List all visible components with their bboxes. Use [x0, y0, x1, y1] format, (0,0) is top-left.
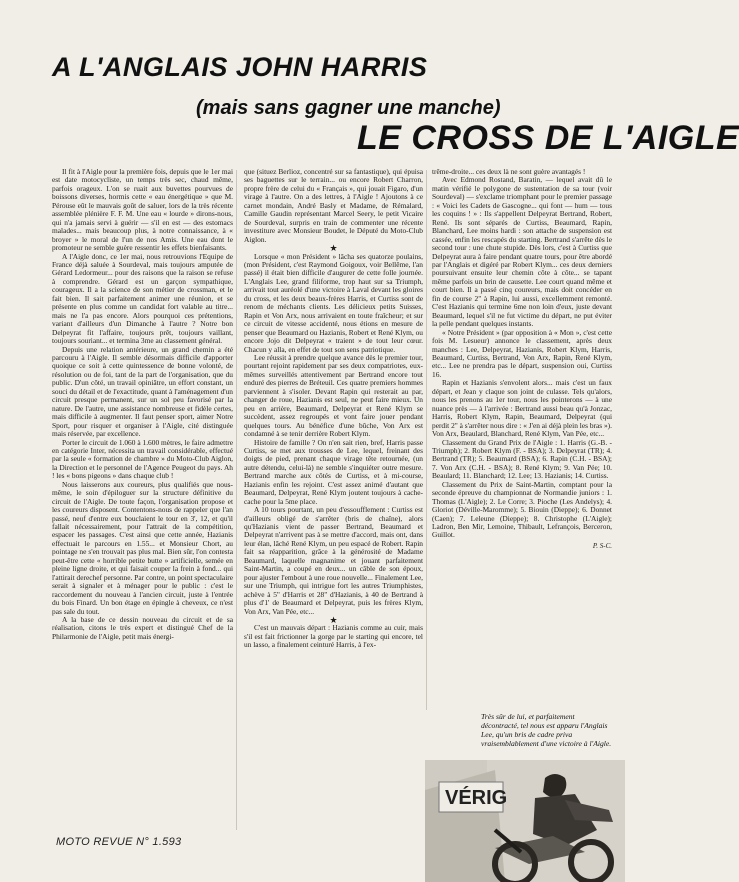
star-separator-icon: ★	[329, 615, 338, 626]
results-paragraph: Classement du Prix de Saint-Martin, comptant pour la seconde épreuve du championnat de Normandie juniors : 1. Thomas (L'Aigle); 2. Le Corre; 3. Pioche (Les Andelys); 4. Gloriot (Déville-Maromme); 5. Biouin (Dieppe); 6. Donnet (Caen); 7. Leleune (Dieppe); 8. Christophe (L'Aigle); Ladron, Ben Mir, Lemoine, Thibault, Lefrançois, Berceron, Guillot.	[432, 479, 612, 540]
rider-photo	[425, 760, 625, 882]
paragraph: A 10 tours pourtant, un peu d'essoufflement : Curtiss est d'ailleurs obligé de s'arrêter (bris de chaîne), alors qu'Hazianis vient de passer Bertrand, Beaumard et Delpeyrat n'arrivent pas à se mettre d'accord, mais ont, dans leur élan, lâché René Klym, un peu espacé de Robert. Rapin fait sa réapparition, grâce à la générosité de Madame Beaumard, laquelle magnanime et jouant parfaitement Saint-Martin, a coupé en deux... un câble de son époux, pour ajuster l'embout à une roue nouvelle... Finalement Lee, sur une Triumph, qui intrigue fort les autres Triumphistes, achève à 5" d'Harris et 28" d'Hazianis, à 40 de Bertrand à plus d'1' de Beaumard et Delpeyrat, puis les frères Klym, Von Arx, Van Pée, etc...	[244, 505, 423, 616]
headline-main: A L'ANGLAIS JOHN HARRIS	[52, 52, 428, 82]
paragraph: Avec Edmond Rostand, Baratin, — lequel avait dû le matin vérifié le polygone de sustentation de sa tour (voir Sourdeval) — s'exclame triomphant pour le premier passage : « Voici les Cadets de Gascogne... qui font — hum — tous les coquins ! » : Ils s'appellent Delpeyrat Bertrand, Robert, René. Ils sont séparés de Curtiss, Beaumard, Rapin, Blanchard, Lee moins hardi : son attache de suspension est cassée, enfin les rescapés du starting. Bertrand s'arrête dès le second tour : une chute stupide. Dès lors, c'est à Curtiss que Delpeyrat aura à faire pendant quatre tours, pour être abordé par l'Anglais et digéré par Robert Klym... ces deux derniers poursuivant ensuite leur chemin côte à côte... se tapant même parfois un brin de causette. Lee court quand même et court bien. Il a passé cinq coureurs, mais doit concéder en fin de course 2" à Rapin, lui aussi, excellemment remonté. C'est Hazianis qui termine 6me non loin d'eux, juste devant Beaumard, lequel s'il ne fut victime du départ, ne put éviter la pelle pendant quelques instants.	[432, 175, 612, 329]
paragraph: Rapin et Hazianis s'envolent alors... mais c'est un faux départ, et Jean y claque son joint de culasse. Tels qu'alors, nous les prenons au 1er tour, nous les pointerons — à une nuance près — à l'arrivée : Bertrand aussi beau qu'à Jonzac, Harris, Robert Klym, Rapin, Beaumard, Delpeyrat (qui perdit 2" à s'arrêter nous dire : « J'en ai déjà plein les bras »). Von Arx, Beaulard, Blanchard, René Klym, Van Pée, etc...	[432, 378, 612, 439]
author-signature: P. S-C.	[592, 541, 612, 550]
headline-subtitle: (mais sans gagner une manche)	[196, 97, 501, 119]
column-divider	[236, 170, 237, 830]
paragraph: Nous laisserons aux coureurs, plus qualifiés que nous-même, le soin d'épiloguer sur la structure définitive du circuit de l'Aigle. De toute façon, l'organisation propose et les coureurs disposent. Contentons-nous de rappeler que l'an passé, neuf d'entre eux bouclaient le tour en 3', 12, et qu'il fallait nécessairement, pour l'attrait de la compétition, espacer les passages. C'est ainsi que cette année, Hazianis effectuait le parcours en 1.55... et Monsieur Chort, au pointage ne s'en trouvait pas plus mal. Bien sûr, l'on contesta peut-être cette « horrible petite butte » artificielle, semée en pleine ligne droite, et qui faisait couper la frein à fond... qui l'attirait derechef personne. Par contre, un point spectaculaire serait à signaler et à ménager pour le public : c'est le raccordement du nouveau à l'ancien circuit, juste à l'entrée du bois Finard. Un bon étage en épingle à cheveux, ce n'est pas sale du tout.	[52, 479, 233, 616]
magazine-footer: MOTO REVUE N° 1.593	[56, 836, 182, 848]
star-separator-icon: ★	[329, 243, 338, 254]
article-column-2	[244, 168, 423, 828]
paragraph: A l'Aigle donc, ce 1er mai, nous retrouvions l'Equipe de France déjà saluée à Sourdeval, mais toujours amputée de Gérard Ledormeur... pour des raisons que la raison se refuse à comprendre. Gérard est un garçon sympathique, courageux. Il a la science de son métier de crossman, et le fait bien. Il sait parfaitement animer une réunion, et se présente en plus comme un candidat fort valable au titre... mais ne l'a pas encore. Alors pourquoi ces prétentions, variant d'ailleurs d'un Dimanche à l'autre ? Notre bon Delpeyrat fit l'affaire, toujours prêt, toujours vaillant, toujours souriant... et termina 3me au classement général.	[52, 251, 233, 346]
paragraph: Porter le circuit de 1.060 à 1.600 mètres, le faire admettre en catégorie Inter, nécessita un travail considérable, effectué par la seule « formation de chambre » du Moto-Club Aiglon, la Direction et le personnel de l'Agence Peugeot du pays. Ah ! les « bons pigeons » dans chaque club !	[52, 437, 233, 481]
paragraph: Il fit à l'Aigle pour la première fois, depuis que le 1er mai est date motocycliste, un temps très sec, chaud même, parfois orageux. L'on se ruait aux buvettes pourvues de boissons diverses, hormis cette « eau énergétique » que M. Pérouse eût le mauvais goût de saluer, lors de la très récente assemblée plénière F. F. M. Une eau « lourde » dirons-nous, qui n'a jamais servi à guérir — s'il en est — des estomacs malades... mais beaucoup plus, à notre connaissance, à « broyer » le moral de l'un de nos Amis. Une eau dont le promoteur ne semble guère ressentir les effets bienfaisants.	[52, 167, 233, 253]
paragraph: Lee réussit à prendre quelque avance dès le premier tour, pourtant rejoint rapidement par ses deux compatriotes, eux-mêmes surveillés attentivement par Bertrand encore tout enduré des pierres de Bréteuil. Ces quatre premiers hommes parviennent à s'isoler. Devant Rapin qui resterait au par, changer de roue, Hazianis est seul, ne peut faire mieux. Un peu en arrière, Beaumard, Delpeyrat et René Klym se succèdent, assez regroupés et vont faire jouer pendant quelques tours. Au bénéfice d'une bûche, Von Arx est condamné à se tenir derrière Robert Klym.	[244, 352, 423, 439]
sponsor-text: VÉRIG	[445, 787, 508, 809]
paragraph: Histoire de famille ? On n'en sait rien, bref, Harris passe Curtiss, se met aux trousses de Lee, lequel, freinant des doigts de pied, prenant chaque virage tête retournée, (un autre détendu, celui-là) ne semble s'inquiéter outre mesure. Bertrand marche aux côtés de Curtiss, et à mi-course, Hazianis enfin les rejoint. C'est assez animé d'autant que Beaumard, Delpeyrat, René Klym joutent toujours à cache-cache pour la 5me place.	[244, 437, 423, 506]
paragraph: A la base de ce dessin nouveau du circuit et de sa réalisation, citons le très expert et distingué Chef de la Philarmonie de l'Aigle, petit mais énergi-	[52, 615, 233, 641]
headline-event: LE CROSS DE L'AIGLE	[357, 119, 739, 157]
column-divider	[426, 170, 427, 710]
rider-helmet	[543, 774, 566, 797]
results-paragraph: Classement du Grand Prix de l'Aigle : 1. Harris (G.-B. - Triumph); 2. Robert Klym (F. - BSA); 3. Delpeyrat (TR); 4. Bertrand (TR); 5. Beaumard (BSA); 6. Rapin (C.H. - BSA); 7. Von Arx (C.H. - BSA); 8. René Klym; 9. Van Pée; 10. Beaulard; 11. Blanchard; 12. Lee; 13. Hazianis; 14. Curtiss.	[432, 437, 612, 481]
paragraph: C'est un mauvais départ : Hazianis comme au cuir, mais s'il est fait frictionner la gorge par le starting qui encore, tel un lasso, a finalement ceinturé Harris, à l'ex-	[244, 623, 423, 650]
paragraph: que (situez Berlioz, concentré sur sa fantastique), qui épuisa ses baguettes sur le terrain... ou encore Robert Charron, propre frère de celui du « Français », qui jouait Figaro, d'un virage à l'autre. On a des lettres, à l'Aigle ! Ajoutons à ce carnet mondain, André Basly et Madame, de Rémalard, Camille Gaudin représentant Marcel Seery, le petit Vicaire de Sourdeval, surpris en train de commenter une récente investiture avec Monsieur Boudet, le Député du Moto-Club Aiglon.	[244, 167, 423, 244]
article-column-3	[432, 168, 612, 710]
photo-caption: Très sûr de lui, et parfaitement décontracté, tel nous est apparu l'Anglais Lee, qu'un bris de cadre priva vraisemblablement d'une victoire à l'Aigle.	[481, 712, 612, 748]
paragraph: « Notre Président » (par opposition à « Mon », c'est cette fois M. Lesueur) annonce le classement, après deux manches : Lee, Delpeyrat, Hazianis, Robert Klym, Harris, Beaumard, Curtiss, Bertrand, Von Arx, Rapin, René Klym, etc... Lee ne prendra pas le départ, suspension oui, Curtiss 16.	[432, 327, 612, 379]
paragraph: Depuis une relation antérieure, un grand chemin a été parcouru à l'Aigle. Il semble désormais difficile d'apporter quoique ce soit à cette quintessence de bonne volonté, de résolution ou de foi, tant de la part de l'organisation, que du public. D'un côté, un travail opiniâtre, un effort constant, un souci du détail et de l'exactitude, quant à l'aménagement d'un circuit presque permanent, sur un sol peu favorisé par la nature. De l'autre, une assistance nombreuse et fidèle certes, mais difficile à augmenter. Il faut penser sport, aimer Notre Sport, pour risquer et organiser à l'Aigle, cité distinguée mais réservée, par excellence.	[52, 344, 233, 439]
paragraph: trême-droite... ces deux là ne sont guère avantagés !	[432, 167, 586, 176]
article-column-1	[52, 168, 233, 830]
paragraph: Lorsque « mon Président » lâcha ses quatorze poulains, (mon Président, c'est Raymond Goigoux, voir Bellême, l'an passé) il était bien difficile d'augurer de cette folle journée. L'Anglais Lee, grand filiforme, trop haut sur sa Triumph, arrivait tout auréolé d'une victoire à Laval devant les gloires du cross, et les deux beaux-frères Harris, et Curtiss sont de renom de méchants clients. Les délicieux petits Suisses, Rapin et Von Arx, nous arrivaient en toute fraîcheur; et sur ce circuit de vitesse accidenté, nous étions en mesure de penser que Beaumard ou Hazianis, Robert et René Klym, ou encore Jojo dit Delpeyrat « traient » de tout leur cœur. Chacun y alla, en effet de tout son sens patriotique.	[244, 251, 423, 354]
